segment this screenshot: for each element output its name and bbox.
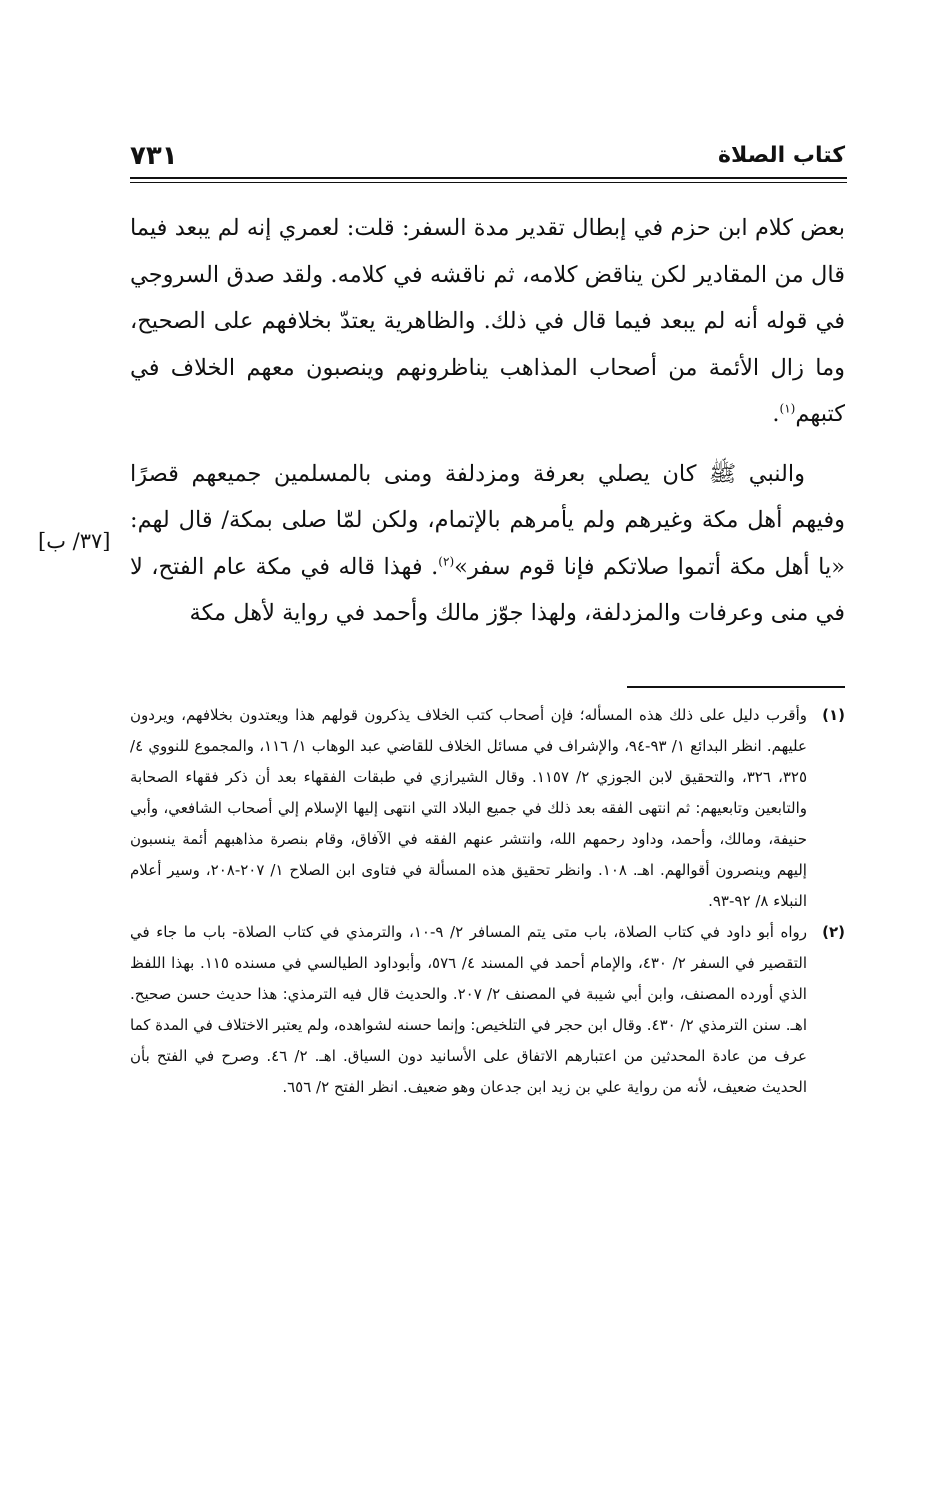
paragraph-1-text: بعض كلام ابن حزم في إبطال تقدير مدة السفر: قلت: لعمري إنه لم يبعد فيما قال من المقادير لكن يناقض كلامه، ثم ناقشه في كلامه. ولقد صدق السروجي في قوله أنه لم يبعد فيما قال في ذلك. والظاهرية يعتدّ بخلافهم على الصحيح، وما زال الأئمة من أصحاب المذاهب يناظرونهم وينصبون معهم الخلاف في كتبهم xyxy=(130,215,845,427)
footnote-ref-2: (٢) xyxy=(438,554,455,568)
footnote-2-text: رواه أبو داود في كتاب الصلاة، باب متى يتم المسافر ٢/ ٩-١٠، والترمذي في كتاب الصلاة- باب ما جاء في التقصير في السفر ٢/ ٤٣٠، والإمام أحمد في المسند ٤/ ٥٧٦، وأبوداود الطيالسي في مسنده ١١٥. بهذا اللفظ الذي أورده المصنف، وابن أبي شيبة في المصنف ٢/ ٢٠٧. والحديث قال فيه الترمذي: هذا حديث حسن صحيح. اهـ. سنن الترمذي ٢/ ٤٣٠. وقال ابن حجر في التلخيص: وإنما حسنه لشواهده، ولم يعتبر الاختلاف في المدة كما عرف من عادة المحدثين من اعتبارهم الاتفاق على الأسانيد دون السياق. اهـ. ٢/ ٤٦. وصرح في الفتح بأن الحديث ضعيف، لأنه من رواية علي بن زيد ابن جدعان وهو ضعيف. انظر الفتح ٢/ ٦٥٦. xyxy=(130,923,808,1096)
paragraph-2-text-b: . فهذا قاله في مكة عام الفتح، لا في منى وعرفات والمزدلفة، ولهذا جوّز مالك وأحمد في رواية لأهل مكة xyxy=(130,553,845,626)
footnote-2 xyxy=(130,917,845,1103)
footnote-1 xyxy=(130,700,845,917)
footnote-separator xyxy=(627,686,845,688)
header-rule-thin xyxy=(130,182,847,183)
footnote-2-marker: (٢) xyxy=(822,923,845,941)
running-header xyxy=(130,140,845,180)
manuscript-folio-reference: [٣٧/ ب] xyxy=(38,529,111,553)
header-rule-thick xyxy=(130,177,847,179)
footnote-1-marker: (١) xyxy=(822,706,845,724)
book-title: كتاب الصلاة xyxy=(718,143,845,168)
paragraph-2-text-a: والنبي ﷺ كان يصلي بعرفة ومزدلفة ومنى بالمسلمين جميعهم قصرًا وفيهم أهل مكة وغيرهم ولم يأمرهم بالإتمام، ولكن لمّا صلى بمكة/ قال لهم: «يا أهل مكة أتموا صلاتكم فإنا قوم سفر» xyxy=(130,460,846,580)
paragraph-2 xyxy=(130,451,845,637)
main-text xyxy=(130,205,845,637)
footnote-1-text: وأقرب دليل على ذلك هذه المسأله؛ فإن أصحاب كتب الخلاف يذكرون قولهم هذا ويعتدون بخلافهم، ويردون عليهم. انظر البدائع ١/ ٩٣-٩٤، والإشراف في مسائل الخلاف للقاضي عبد الوهاب ١/ ١١٦، والمجموع للنووي ٤/ ٣٢٥، ٣٢٦، والتحقيق لابن الجوزي ٢/ ١١٥٧. وقال الشيرازي في طبقات الفقهاء بعد أن ذكر فقهاء الصحابة والتابعين وتابعيهم: ثم انتهى الفقه بعد ذلك في جميع البلاد التي انتهى إليها الإسلام إلي أصحاب الشافعي، وأبي حنيفة، ومالك، وأحمد، وداود رحمهم الله، وانتشر عنهم الفقه في الآفاق، وقام بنصرة مذاهبهم أئمة ينسبون إليهم وينصرون أقوالهم. اهـ. ١٠٨. وانظر تحقيق هذه المسألة في فتاوى ابن الصلاح ١/ ٢٠٧-٢٠٨، وسير أعلام النبلاء ٨/ ٩٢-٩٣. xyxy=(130,706,808,910)
page-number: ٧٣١ xyxy=(130,141,178,171)
paragraph-1 xyxy=(130,205,845,438)
footnote-ref-1: (١) xyxy=(779,401,796,416)
footnotes xyxy=(130,700,845,1103)
paragraph-1-end: . xyxy=(772,401,780,427)
